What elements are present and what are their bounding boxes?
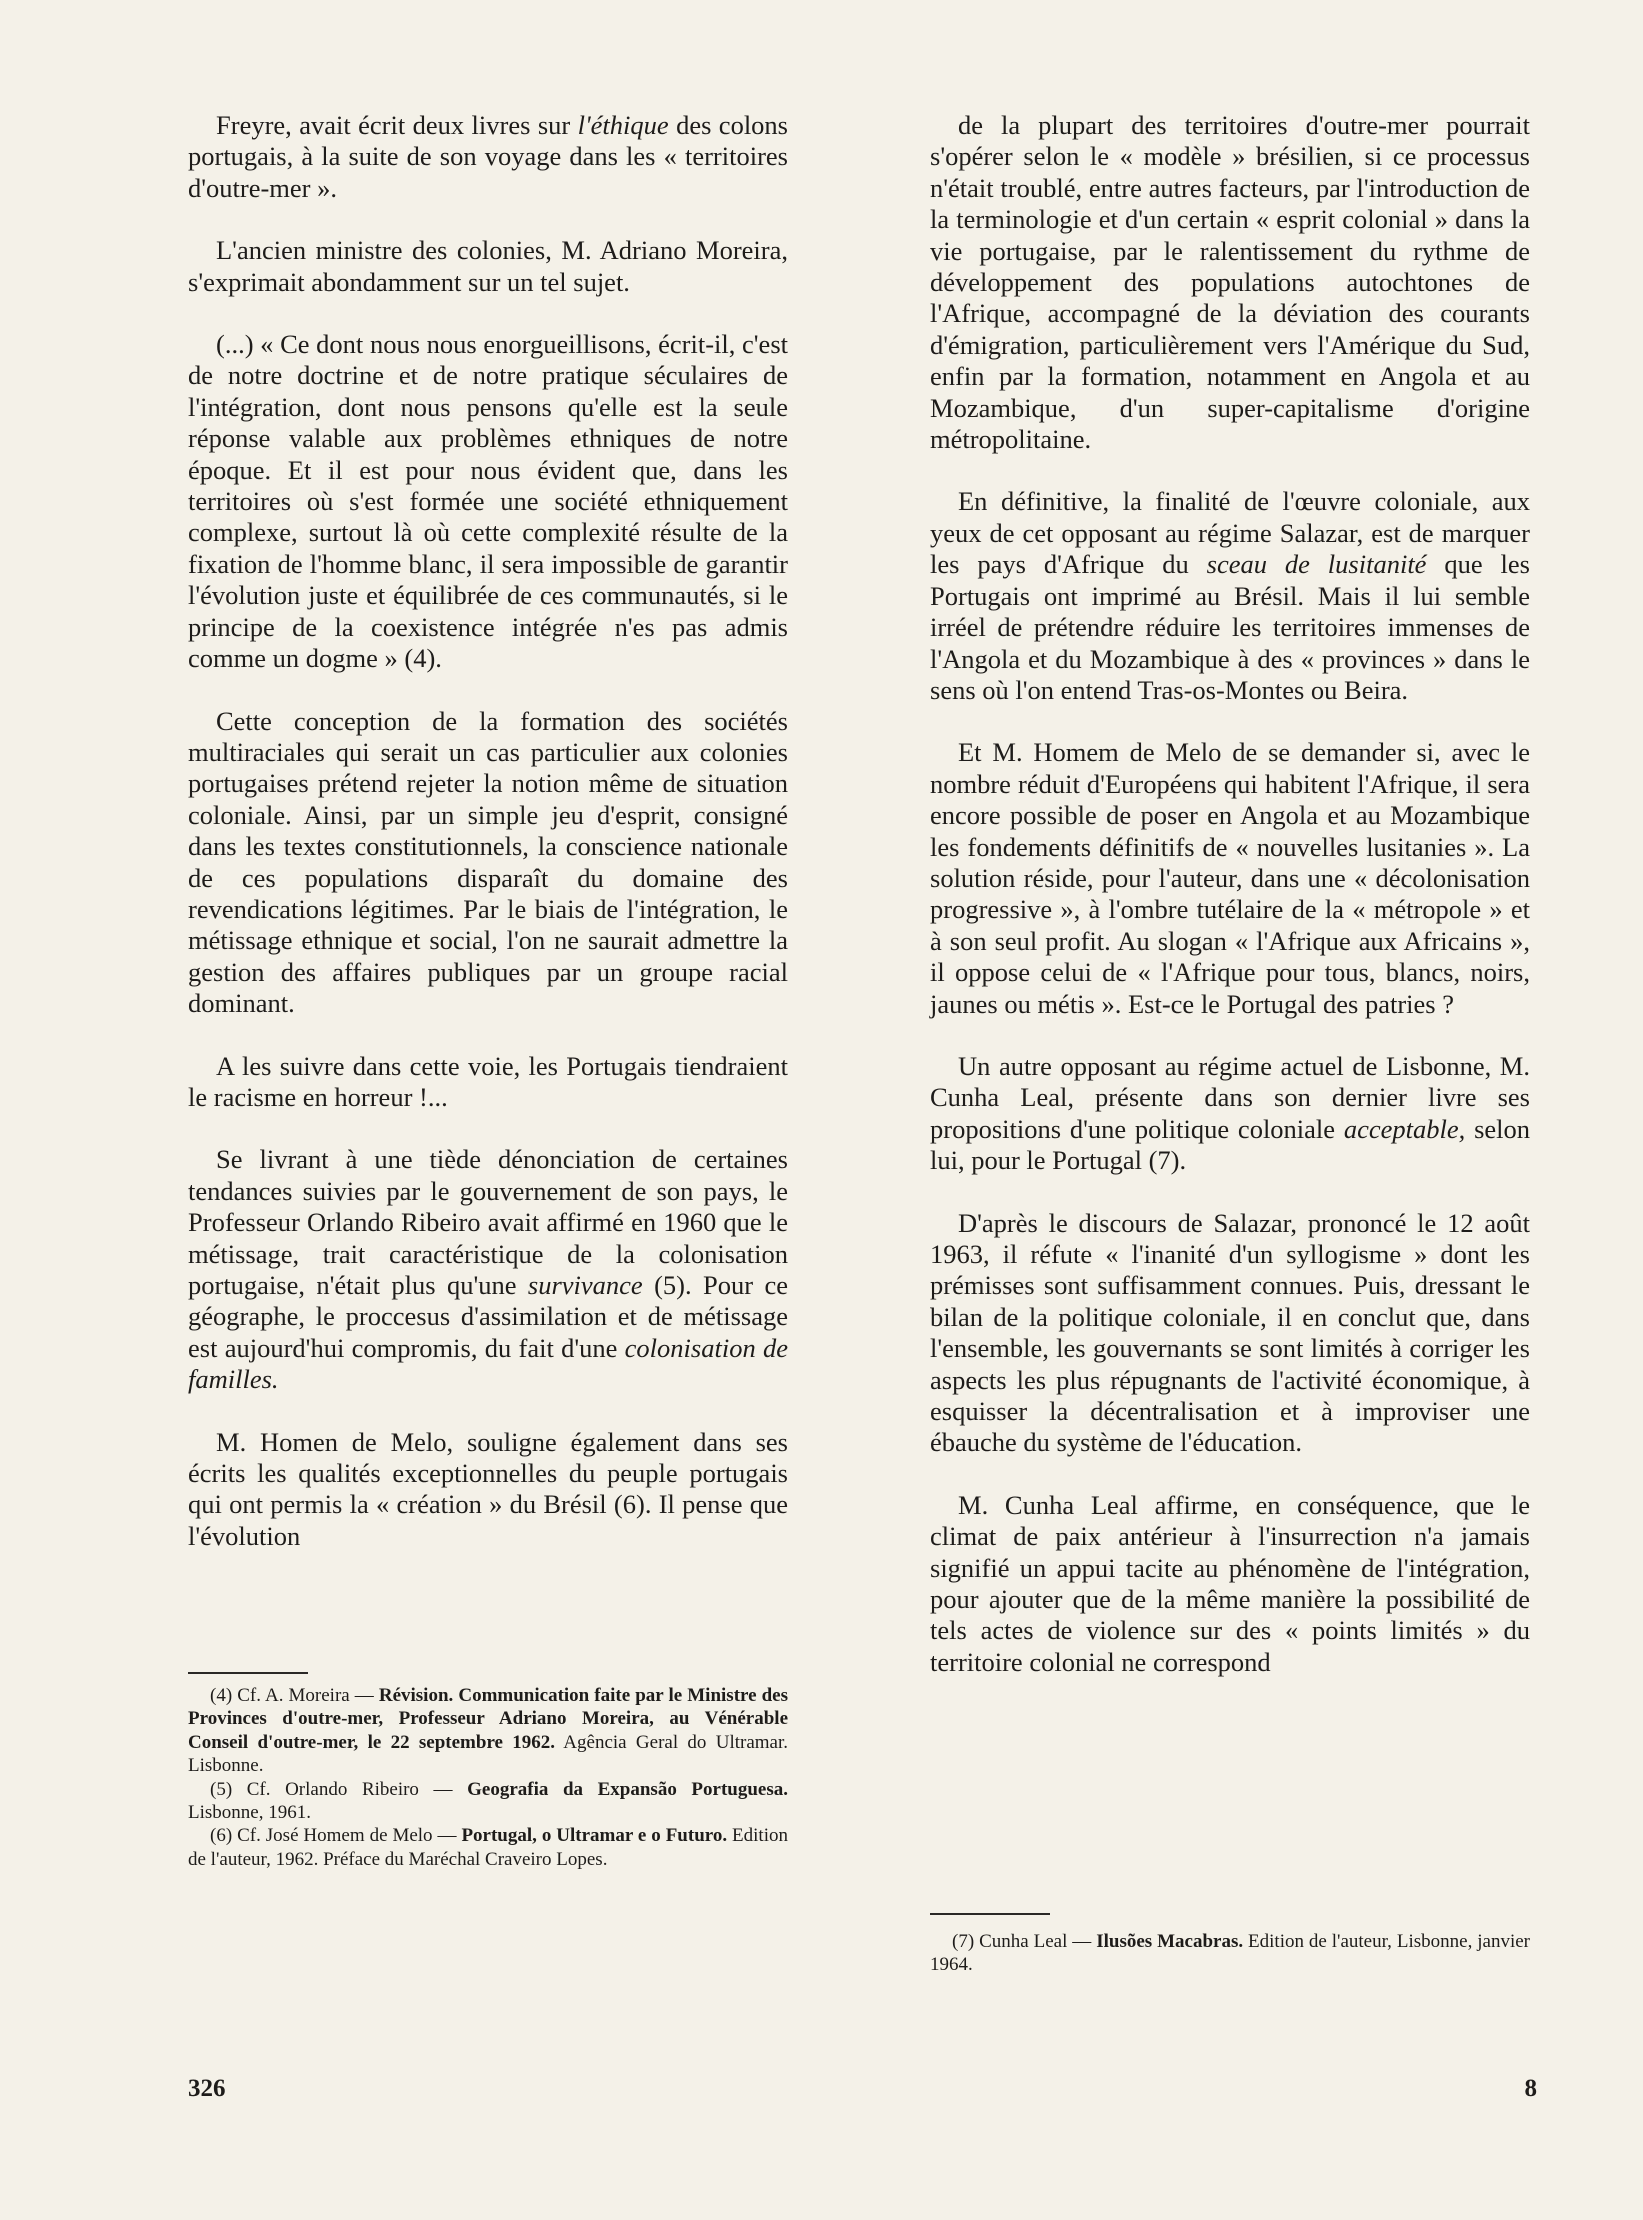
paragraph bbox=[930, 737, 1530, 1020]
paragraph bbox=[930, 1051, 1530, 1177]
text-run: de la plupart des territoires d'outre-mer pourrait s'opérer selon le « modèle » brésilien, si ce processus n'était troublé, entre autres facteurs, par l'introduction de la terminologie et d'un certain « esprit colonial » dans la vie portugaise, par le ralentissement du rythme de développement des populations autochtones de l'Afrique, accompagné de la déviation des courants d'émigration, particulièrement vers l'Amérique du Sud, enfin par la formation, notamment en Angola et au Mozambique, d'un super-capitalisme d'origine métropolitaine. bbox=[930, 110, 1530, 455]
paragraph bbox=[930, 486, 1530, 706]
text-run: (...) « Ce dont nous nous enorgueillisons, écrit-il, c'est de notre doctrine et de notre pratique séculaires de l'intégration, dont nous pensons qu'elle est la seule réponse valable aux problèmes ethniques de notre époque. Et il est pour nous évident que, dans les territoires où s'est formée une société ethniquement complexe, surtout là où cette complexité résulte de la fixation de l'homme blanc, il sera impossible de garantir l'évolution juste et équilibrée de ces communautés, si le principe de la coexistence intégrée n'es pas admis comme un dogme » (4). bbox=[188, 329, 788, 674]
paragraph bbox=[188, 110, 788, 204]
text-run: que les Portugais ont imprimé au Brésil. Mais il lui semble irréel de prétendre réduire les territoires immenses de l'Angola et du Mozambique à des « provinces » dans le sens où l'on entend Tras-os-Montes ou Beira. bbox=[930, 549, 1530, 705]
text-run: Agência Geral do Ultramar. Lisbonne. bbox=[188, 1731, 789, 1777]
right-column bbox=[930, 110, 1530, 1709]
text-run: D'après le discours de Salazar, prononcé le 12 août 1963, il réfute « l'inanité d'un syllogisme » dont les prémisses sont suffisamment connues. Puis, dressant le bilan de la politique coloniale, il en conclut que, dans l'ensemble, les gouvernants se sont limités à corriger les aspects les plus répugnants de l'activité économique, à esquisser la décentralisation et à improviser une ébauche du système de l'éducation. bbox=[930, 1207, 1530, 1458]
paragraph bbox=[188, 1144, 788, 1395]
text-run: Lisbonne, 1961. bbox=[188, 1802, 311, 1824]
text-run: Freyre, avait écrit deux livres sur bbox=[216, 110, 578, 140]
bold-title: Geografia da Expansão Portuguesa. bbox=[467, 1778, 788, 1800]
text-run: (6) Cf. José Homem de Melo — bbox=[210, 1825, 462, 1847]
text-run: (5) Cf. Orlando Ribeiro — bbox=[210, 1778, 468, 1800]
text-run: Cette conception de la formation des sociétés multiraciales qui serait un cas particulier aux colonies portugaises prétend rejeter la notion même de situation coloniale. Ainsi, par un simple jeu d'esprit, consigné dans les textes constitutionnels, la conscience nationale de ces populations disparaît du domaine des revendications légitimes. Par le biais de l'intégration, le métissage ethnique et social, l'on ne saurait admettre la gestion des affaires publiques par un groupe racial dominant. bbox=[188, 705, 788, 1019]
text-run: Un autre opposant au régime actuel de Lisbonne, M. Cunha Leal, présente dans son dernier livre ses propositions d'une politique coloniale bbox=[930, 1050, 1530, 1144]
text-run: Se livrant à une tiède dénonciation de certaines tendances suivies par le gouvernement de son pays, le Professeur Orlando Ribeiro avait affirmé en 1960 que le métissage, trait caractéristique de la colonisation portugaise, n'était plus qu'une bbox=[188, 1144, 788, 1300]
text-run: selon lui, pour le Portugal (7). bbox=[930, 1113, 1530, 1176]
paragraph bbox=[188, 1051, 788, 1114]
text-run: L'ancien ministre des colonies, M. Adriano Moreira, s'exprimait abondamment sur un tel sujet. bbox=[188, 235, 788, 297]
text-run: M. Homen de Melo, souligne également dans ses écrits les qualités exceptionnelles du peuple portugais qui ont permis la « création » du Brésil (6). Il pense que l'évolution bbox=[188, 1426, 788, 1551]
emphasis-text: acceptable, bbox=[1343, 1113, 1466, 1144]
footnote bbox=[188, 1684, 788, 1778]
emphasis-text: survivance bbox=[527, 1270, 643, 1300]
paragraph bbox=[930, 1208, 1530, 1459]
footnote bbox=[930, 1930, 1530, 1977]
text-run: A les suivre dans cette voie, les Portugais tiendraient le racisme en horreur !... bbox=[188, 1050, 788, 1112]
paragraph bbox=[930, 1490, 1530, 1678]
text-run: Edition de l'auteur, 1962. Préface du Maréchal Craveiro Lopes. bbox=[188, 1825, 788, 1870]
bold-title: Révision. Communication faite par le Ministre des Provinces d'outre-mer, Professeur Adriano Moreira, au Vénérable Conseil d'outre-mer, le 22 septembre 1962. bbox=[188, 1685, 788, 1753]
bold-title: Ilusões Macabras. bbox=[1096, 1931, 1244, 1952]
left-column bbox=[188, 110, 788, 1583]
text-run: (4) Cf. A. Moreira — bbox=[210, 1685, 379, 1706]
left-page-number: 326 bbox=[188, 2075, 226, 2102]
right-footnote-rule bbox=[930, 1913, 1050, 1915]
left-footnotes bbox=[188, 1684, 788, 1871]
left-footnote-rule bbox=[188, 1672, 308, 1674]
text-run: des colons portugais, à la suite de son voyage dans les « territoires d'outre-mer ». bbox=[188, 110, 788, 203]
paragraph bbox=[188, 1427, 788, 1553]
emphasis-text: l'éthique bbox=[577, 110, 669, 140]
paragraph bbox=[188, 235, 788, 298]
right-footnotes bbox=[930, 1930, 1530, 1977]
bold-title: Portugal, o Ultramar e o Futuro. bbox=[461, 1825, 728, 1847]
paragraph bbox=[188, 329, 788, 674]
right-page-number: 8 bbox=[1524, 2075, 1537, 2102]
text-run: En définitive, la finalité de l'œuvre coloniale, aux yeux de cet opposant au régime Salazar, est de marquer les pays d'Afrique du bbox=[930, 486, 1530, 580]
footnote bbox=[188, 1778, 788, 1825]
text-run: Edition de l'auteur, Lisbonne, janvier 1964. bbox=[930, 1931, 1530, 1976]
text-run: (5). Pour ce géographe, le proccesus d'assimilation et de métissage est aujourd'hui compromis, du fait d'une bbox=[188, 1270, 788, 1363]
footnote bbox=[188, 1824, 788, 1871]
text-run: (7) Cunha Leal — bbox=[952, 1931, 1097, 1952]
text-run: Et M. Homem de Melo de se demander si, avec le nombre réduit d'Européens qui habitent l'Afrique, il sera encore possible de poser en Angola et au Mozambique les fondements définitifs de « nouvelles lusitanies ». La solution réside, pour l'auteur, dans une « décolonisation progressive », à l'ombre tutélaire de la « métropole » et à son seul profit. Au slogan « l'Afrique aux Africains », il oppose celui de « l'Afrique pour tous, blancs, noirs, jaunes ou métis ». Est-ce le Portugal des patries ? bbox=[930, 737, 1530, 1019]
emphasis-text: sceau de lusitanité bbox=[1206, 549, 1427, 580]
emphasis-text: colonisation de familles. bbox=[188, 1332, 788, 1395]
paragraph bbox=[930, 110, 1530, 455]
text-run: M. Cunha Leal affirme, en conséquence, que le climat de paix antérieur à l'insurrection n'a jamais signifié un appui tacite au phénomène de l'intégration, pour ajouter que de la même manière la possibilité de tels actes de violence sur des « points limités » du territoire colonial ne correspond bbox=[930, 1489, 1530, 1677]
paragraph bbox=[188, 706, 788, 1020]
